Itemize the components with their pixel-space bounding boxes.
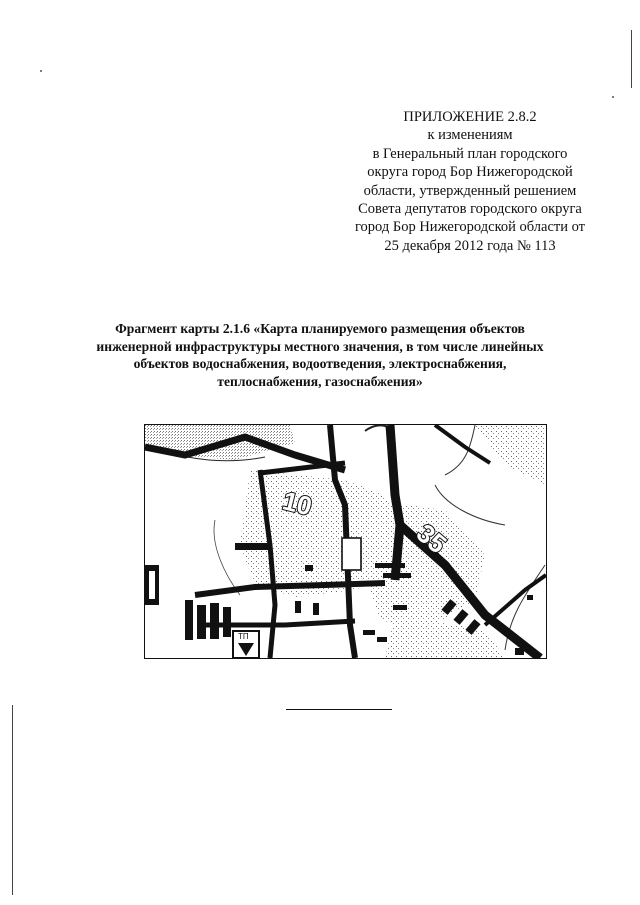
contour-line bbox=[214, 520, 240, 595]
title-line: теплоснабжения, газоснабжения» bbox=[217, 373, 423, 389]
building-outline bbox=[342, 538, 361, 570]
building bbox=[375, 563, 405, 568]
map-fragment-title bbox=[60, 320, 580, 390]
building bbox=[393, 605, 407, 610]
building bbox=[527, 595, 533, 600]
building bbox=[515, 648, 524, 655]
building bbox=[235, 543, 270, 550]
appendix-heading: ПРИЛОЖЕНИЕ 2.8.2 bbox=[403, 109, 537, 125]
building bbox=[305, 565, 313, 571]
building bbox=[383, 573, 411, 578]
scan-margin-line bbox=[631, 30, 632, 88]
map-fragment-image bbox=[144, 424, 547, 659]
title-line: объектов водоснабжения, водоотведения, электроснабжения, bbox=[133, 356, 507, 372]
map-number-label: 10 bbox=[279, 485, 315, 522]
substation-label: ТП bbox=[238, 632, 249, 641]
stippled-area bbox=[475, 425, 546, 485]
scan-speck bbox=[40, 70, 42, 72]
appendix-line: области, утвержденный решением bbox=[363, 182, 577, 199]
building bbox=[377, 637, 387, 642]
appendix-line: Совета депутатов городского округа bbox=[358, 201, 582, 218]
title-line: Фрагмент карты 2.1.6 «Карта планируемого размещения объектов bbox=[115, 321, 525, 336]
road bbox=[485, 575, 546, 625]
building bbox=[295, 601, 301, 613]
scan-speck bbox=[612, 96, 614, 98]
appendix-line: округа город Бор Нижегородской bbox=[367, 164, 573, 181]
building-courtyard bbox=[149, 571, 155, 599]
appendix-line: к изменениям bbox=[427, 127, 513, 144]
title-line: инженерной инфраструктуры местного значения, в том числе линейных bbox=[96, 338, 544, 354]
map-number-label: 35 bbox=[410, 517, 453, 560]
separator-rule bbox=[286, 709, 392, 710]
building bbox=[185, 600, 193, 640]
appendix-line: в Генеральный план городского bbox=[372, 145, 568, 162]
building bbox=[197, 605, 206, 639]
building bbox=[363, 630, 375, 635]
appendix-line: город Бор Нижегородской области от bbox=[354, 219, 586, 236]
map-fragment-drawing bbox=[145, 425, 546, 658]
scan-margin-line bbox=[12, 705, 13, 895]
building bbox=[313, 603, 319, 615]
appendix-block bbox=[330, 108, 610, 255]
building bbox=[210, 603, 219, 639]
appendix-line: 25 декабря 2012 года № 113 bbox=[384, 237, 556, 254]
building bbox=[223, 607, 231, 637]
